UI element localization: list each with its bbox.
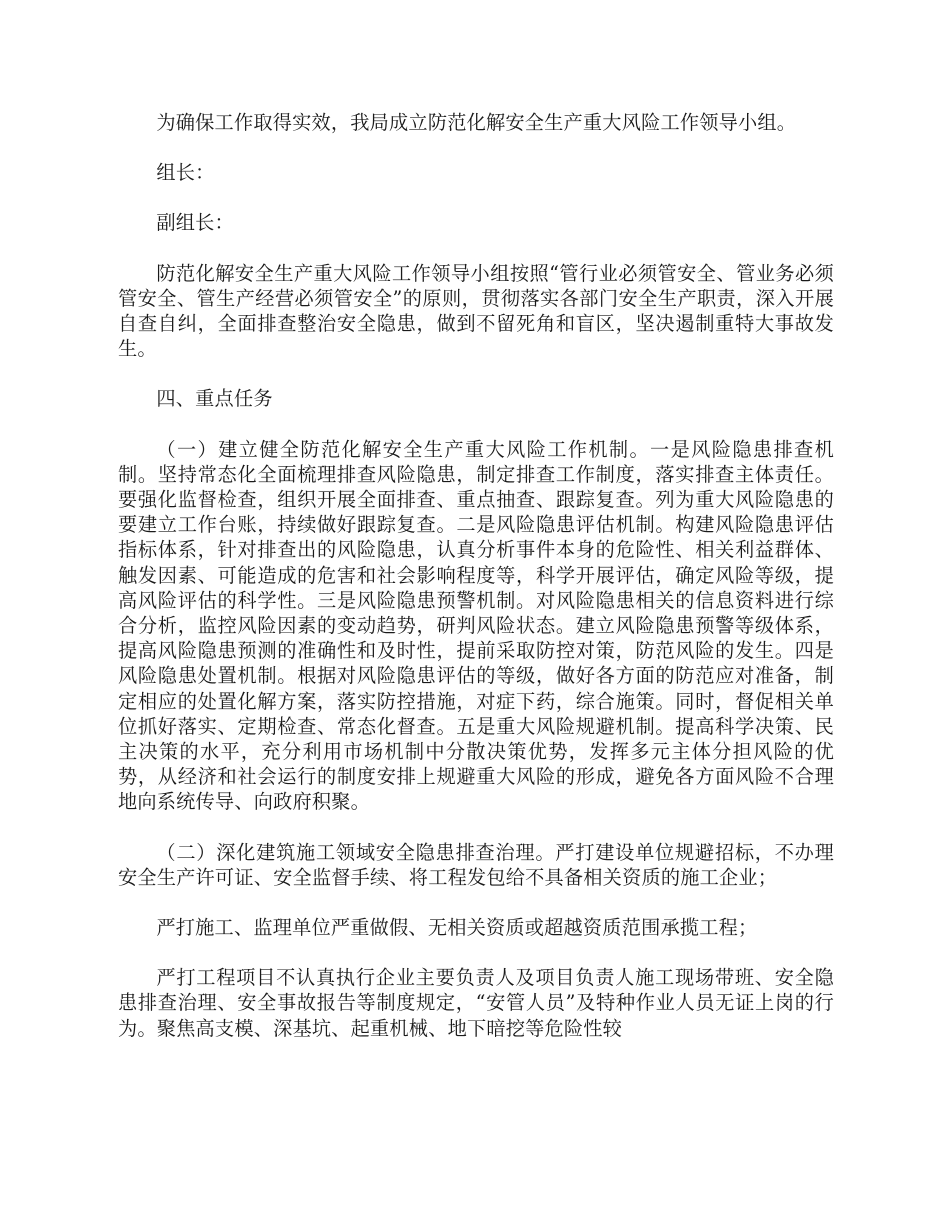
paragraph-task-1-risk-mechanisms: （一）建立健全防范化解安全生产重大风险工作机制。一是风险隐患排查机制。坚持常态化全面梳理排查风险隐患，制定排查工作制度，落实排查主体责任。要强化监督检查，组织开展全面排查、重点抽查、跟踪复查。列为重大风险隐患的要建立工作台账，持续做好跟踪复查。二是风险隐患评估机制。构建风险隐患评估指标体系，针对排查出的风险隐患，认真分析事件本身的危险性、相关利益群体、触发因素、可能造成的危害和社会影响程度等，科学开展评估，确定风险等级，提高风险评估的科学性。三是风险隐患预警机制。对风险隐患相关的信息资料进行综合分析，监控风险因素的变动趋势，研判风险状态。建立风险隐患预警等级体系，提高风险隐患预测的准确性和及时性，提前采取防控对策，防范风险的发生。四是风险隐患处置机制。根据对风险隐患评估的等级，做好各方面的防范应对准备，制定相应的处置化解方案，落实防控措施，对症下药，综合施策。同时，督促相关单位抓好落实、定期检查、常态化督查。五是重大风险规避机制。提高科学决策、民主决策的水平，充分利用市场机制中分散决策优势，发挥多元主体分担风险的优势，从经济和社会运行的制度安排上规避重大风险的形成，避免各方面风险不合理地向系统传导、向政府积聚。 — [118, 437, 834, 814]
paragraph-task-2-construction: （二）深化建筑施工领域安全隐患排查治理。严打建设单位规避招标，不办理安全生产许可证、安全监督手续、将工程发包给不具备相关资质的施工企业； — [118, 840, 834, 889]
paragraph-group-leader: 组长： — [156, 161, 215, 185]
paragraph-leading-group-principle: 防范化解安全生产重大风险工作领导小组按照“管行业必须管安全、管业务必须管安全、管生产经营必须管安全”的原则，贯彻落实各部门安全生产职责，深入开展自查自纠，全面排查整治安全隐患，做到不留死角和盲区，坚决遏制重特大事故发生。 — [118, 261, 834, 361]
paragraph-crackdown-project-rules: 严打工程项目不认真执行企业主要负责人及项目负责人施工现场带班、安全隐患排查治理、安全事故报告等制度规定，“安管人员”及特种作业人员无证上岗的行为。聚焦高支模、深基坑、起重机械、地下暗挖等危险性较 — [118, 966, 834, 1040]
document-body — [118, 110, 834, 1041]
paragraph-deputy-group-leader: 副组长： — [156, 211, 234, 235]
paragraph-crackdown-construction-supervision: 严打施工、监理单位严重做假、无相关资质或超越资质范围承揽工程； — [156, 916, 758, 940]
paragraph-leading-group-intro: 为确保工作取得实效，我局成立防范化解安全生产重大风险工作领导小组。 — [156, 111, 797, 134]
section-heading-key-tasks: 四、重点任务 — [156, 387, 273, 411]
